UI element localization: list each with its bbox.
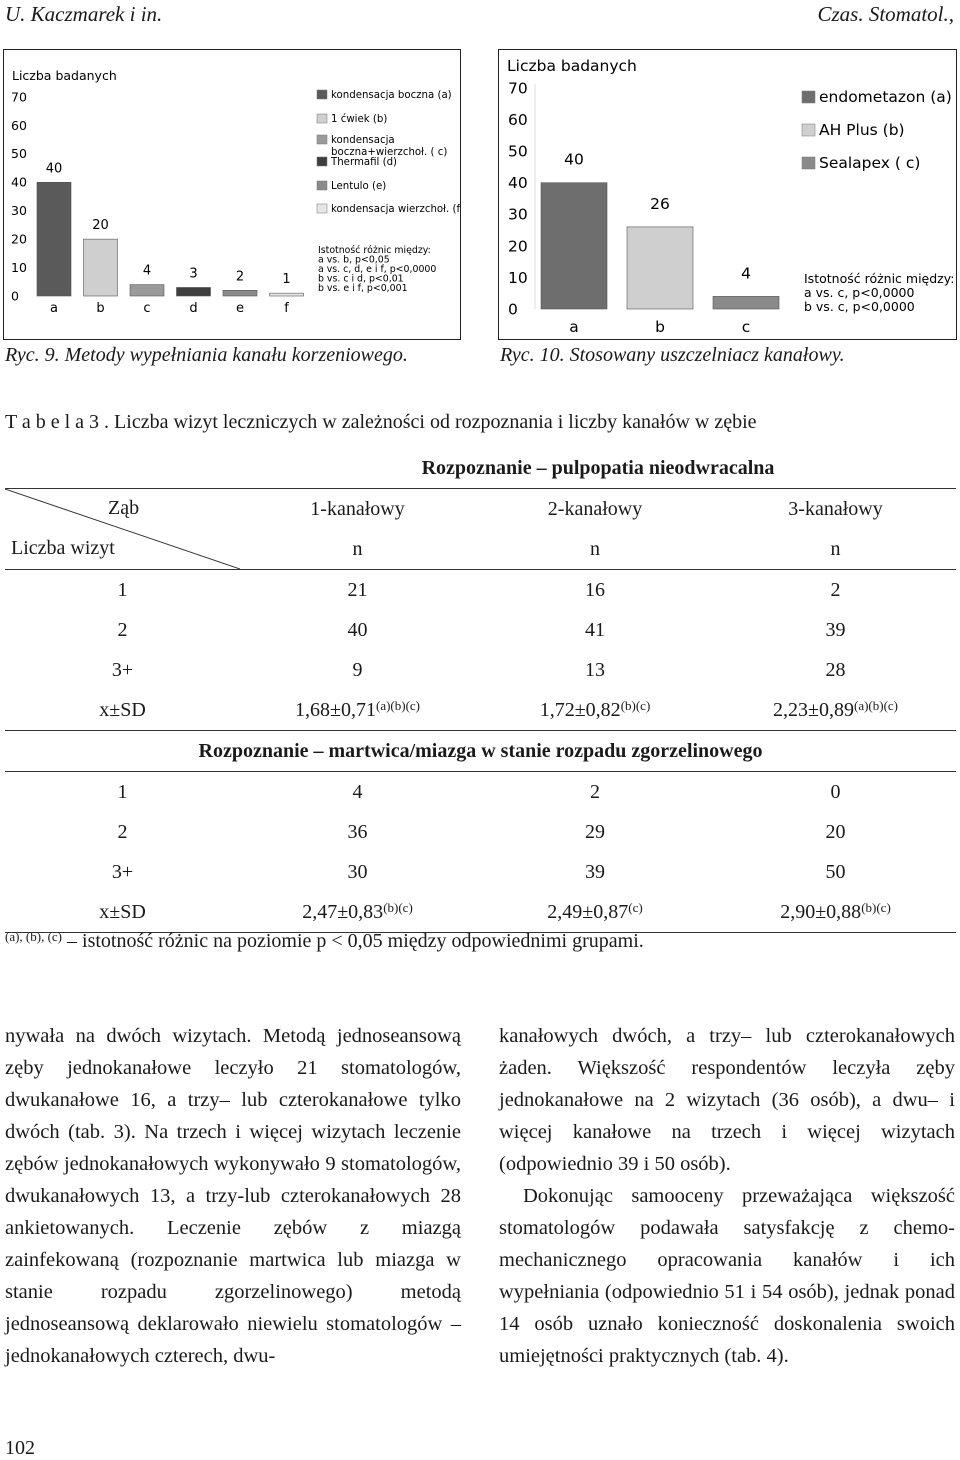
x-tick-label: b [96,301,105,316]
significance-annotation: a vs. c, p<0,0000 [804,285,915,300]
cell: 16 [585,578,605,601]
section-martwica: Rozpoznanie – martwica/miazga w stanie rozpadu zgorzelinowego [198,739,763,762]
x-tick-label: c [143,301,151,316]
cell: 4 [352,780,363,803]
footnote-text: – istotność różnic na poziomie p < 0,05 między odpowiednimi grupami. [62,930,644,952]
cell: 20 [825,820,846,843]
significance-superscript: (b)(c) [620,697,651,713]
sd-value: 2,47±0,83 [302,900,384,923]
bar-value-label: 20 [92,218,109,234]
corner-cell [5,489,240,570]
cell: 13 [585,658,605,681]
cell: 29 [585,820,605,843]
significance-superscript: (a)(b)(c) [853,697,898,713]
legend-swatch [317,135,327,144]
legend-label: kondensacja [331,135,395,146]
legend-label: AH Plus (b) [819,121,905,139]
significance-superscript: (b)(c) [383,899,413,915]
cell [475,892,715,933]
sd-value: 2,23±0,89 [773,698,854,721]
table-sd-row [5,690,956,731]
table-columns-row [5,489,956,530]
y-tick-label: 50 [11,146,27,162]
significance-annotation: Istotność różnic między: [804,271,955,286]
figure-9-chart [3,49,461,340]
cell [240,892,475,933]
bar-value-label: 4 [142,263,152,279]
legend-swatch [317,204,327,213]
cell [715,690,956,731]
running-header-journal: Czas. Stomatol., [817,2,954,26]
y-tick-label: 10 [11,259,27,275]
paragraph: kanałowych dwóch, a trzy– lub czterokanałowych żaden. Większość respondentów leczyła zęby jednokanałowe na 2 wizytach (36 osób), a dwu– i więcej kanałowe na trzech i więcej wizytach (odpowiednio 39 i 50 osób). [499,1025,955,1175]
row-label: 1 [117,578,128,601]
figure-10-chart [498,49,957,340]
n-label: n [830,537,841,560]
body-text-left-column [5,1020,461,1372]
table-section-header-2 [5,731,956,772]
significance-annotation: b vs. c i d, p<0,01 [318,273,404,285]
y-tick-label: 10 [508,268,528,287]
y-tick-label: 40 [11,174,27,190]
y-tick-label: 60 [508,110,528,129]
table-row [5,852,956,892]
y-tick-label: 70 [11,89,27,105]
bar-b [627,227,693,309]
body-text-right-column [499,1020,955,1372]
cell: 30 [347,860,368,883]
y-tick-label: 30 [508,205,528,224]
bar-a [541,183,607,309]
legend-swatch [802,124,815,136]
legend-label: endometazon (a) [819,88,952,106]
bar-value-label: 4 [741,264,751,283]
cell: 21 [347,578,368,601]
section-pulpopatia: Rozpoznanie – pulpopatia nieodwracalna [421,456,775,479]
significance-superscript: (a)(b)(c) [375,697,420,713]
cell: 50 [825,860,846,883]
bar-value-label: 1 [282,272,291,288]
table-section-header-1 [5,448,956,489]
x-tick-label: e [236,301,244,316]
y-tick-label: 60 [11,117,27,133]
sd-value: 1,68±0,71 [295,698,376,721]
sd-value: 1,72±0,82 [539,698,621,721]
cell [715,892,956,933]
legend-label: kondensacja boczna (a) [331,90,452,101]
figure-9-caption: Ryc. 9. Metody wypełniania kanału korzeniowego. [5,344,408,366]
cell: 2 [590,780,600,803]
y-tick-label: 0 [508,300,518,319]
table-row [5,570,956,611]
legend-swatch [317,181,327,190]
row-label: x±SD [99,698,146,721]
fig9-chart-title: Liczba badanych [12,68,117,83]
x-tick-label: a [569,318,579,336]
sd-value: 2,49±0,87 [547,900,629,923]
bar-value-label: 40 [564,150,584,169]
y-tick-label: 40 [508,174,528,193]
cell: 36 [347,820,368,843]
significance-superscript: (c) [628,899,643,915]
figure-10-caption: Ryc. 10. Stosowany uszczelniacz kanałowy. [500,344,845,366]
x-tick-label: c [741,318,751,336]
table-row [5,772,956,813]
row-label: 3+ [111,658,134,681]
figure-10-svg [499,50,956,339]
table-row [5,812,956,852]
column-header: 3-kanałowy [788,497,883,520]
y-tick-label: 30 [11,203,27,219]
table-row [5,650,956,690]
table-3-title: T a b e l a 3 . Liczba wizyt leczniczych w zależności od rozpoznania i liczby kanałów w zębie [5,411,757,433]
cell: 9 [352,658,363,681]
bar-c [130,285,164,296]
y-tick-label: 20 [11,231,27,247]
y-tick-label: 70 [508,79,528,98]
cell: 39 [585,860,605,883]
bar-d [177,287,211,296]
y-tick-label: 20 [508,237,528,256]
column-header: 1-kanałowy [310,497,405,520]
significance-annotation: b vs. c, p<0,0000 [804,299,915,314]
bar-a [37,182,71,296]
cell: 2 [830,578,841,601]
table-3 [5,448,956,933]
legend-swatch [317,90,327,99]
column-header: 2-kanałowy [547,497,643,520]
cell: 28 [825,658,846,681]
x-tick-label: d [189,301,198,316]
legend-swatch [802,91,815,103]
bar-value-label: 2 [235,269,245,285]
running-header-authors: U. Kaczmarek i in. [5,2,163,26]
bar-b [84,239,118,296]
significance-annotation: a vs. c, d, e i f, p<0,0000 [318,264,437,275]
row-label: 3+ [111,860,134,883]
cell: 39 [825,618,846,641]
table-row [5,610,956,650]
bar-value-label: 3 [189,266,198,282]
legend-label: 1 ćwiek (b) [331,114,388,125]
bar-value-label: 26 [650,194,670,213]
row-label: 2 [117,618,128,641]
cell: 41 [585,618,605,641]
significance-superscript: (b)(c) [861,899,891,915]
n-label: n [352,537,363,560]
x-tick-label: f [284,301,289,316]
table-sd-row [5,892,956,933]
x-tick-label: a [50,301,58,316]
page-number: 102 [5,1437,35,1459]
y-tick-label: 0 [11,288,19,304]
cell: 40 [347,618,368,641]
cell [475,690,715,731]
y-tick-label: 50 [508,142,528,161]
legend-swatch [802,157,815,169]
corner-label-zab: Ząb [108,497,140,519]
row-label: x±SD [99,900,146,923]
significance-annotation: a vs. b, p<0,05 [318,254,390,266]
legend-swatch [317,114,327,123]
paragraph: Dokonując samooceny przeważająca większość stomatologów podawała satysfakcję z chemo-mechanicznego opracowania kanałów i ich wypełniania (odpowiednio 51 i 54 osób), jednak ponad 14 osób uznało konieczność doskonalenia swoich umiejętności praktycznych (tab. 4). [499,1185,955,1367]
table-footnote [5,930,644,953]
x-tick-label: b [655,318,665,336]
cell: 0 [830,780,841,803]
footnote-marks: (a), (b), (c) [5,929,63,944]
legend-label: Sealapex ( c) [819,154,921,172]
legend-swatch [317,157,327,166]
row-label: 2 [117,820,128,843]
bar-f [270,293,304,296]
bar-e [223,290,257,296]
paragraph: nywała na dwóch wizytach. Metodą jednoseansową zęby jednokanałowe leczyło 21 stomatologów, dwukanałowe 16, a trzy– lub czterokanałowe tylko dwóch (tab. 3). Na trzech i więcej wizytach leczenie zębów jednokanałowych wykonywało 9 stomatologów, dwukanałowych 13, a trzy-lub czterokanałowych 28 ankietowanych. Leczenie zębów z miazgą zainfekowaną (rozpoznanie martwica lub miazga w stanie rozpadu zgorzelinowego) metodą jednoseansową deklarowało niewielu stomatologów – jednokanałowych czterech, dwu- [5,1025,461,1367]
significance-annotation: Istotność różnic między: [318,245,431,256]
bar-c [713,296,779,309]
n-label: n [590,537,600,560]
sd-value: 2,90±0,88 [780,900,862,923]
cell [240,690,475,731]
significance-annotation: b vs. e i f, p<0,001 [318,283,408,294]
legend-label: boczna+wierzchoł. ( c) [331,147,448,158]
bar-value-label: 40 [45,161,63,177]
corner-label-liczba-wizyt: Liczba wizyt [11,537,115,559]
legend-label: kondensacja wierzchoł. (f) [331,204,460,215]
legend-label: Lentulo (e) [331,181,387,192]
figure-9-svg [4,50,460,339]
row-label: 1 [117,780,128,803]
legend-label: Thermafil (d) [331,157,398,168]
fig10-chart-title: Liczba badanych [507,57,637,75]
